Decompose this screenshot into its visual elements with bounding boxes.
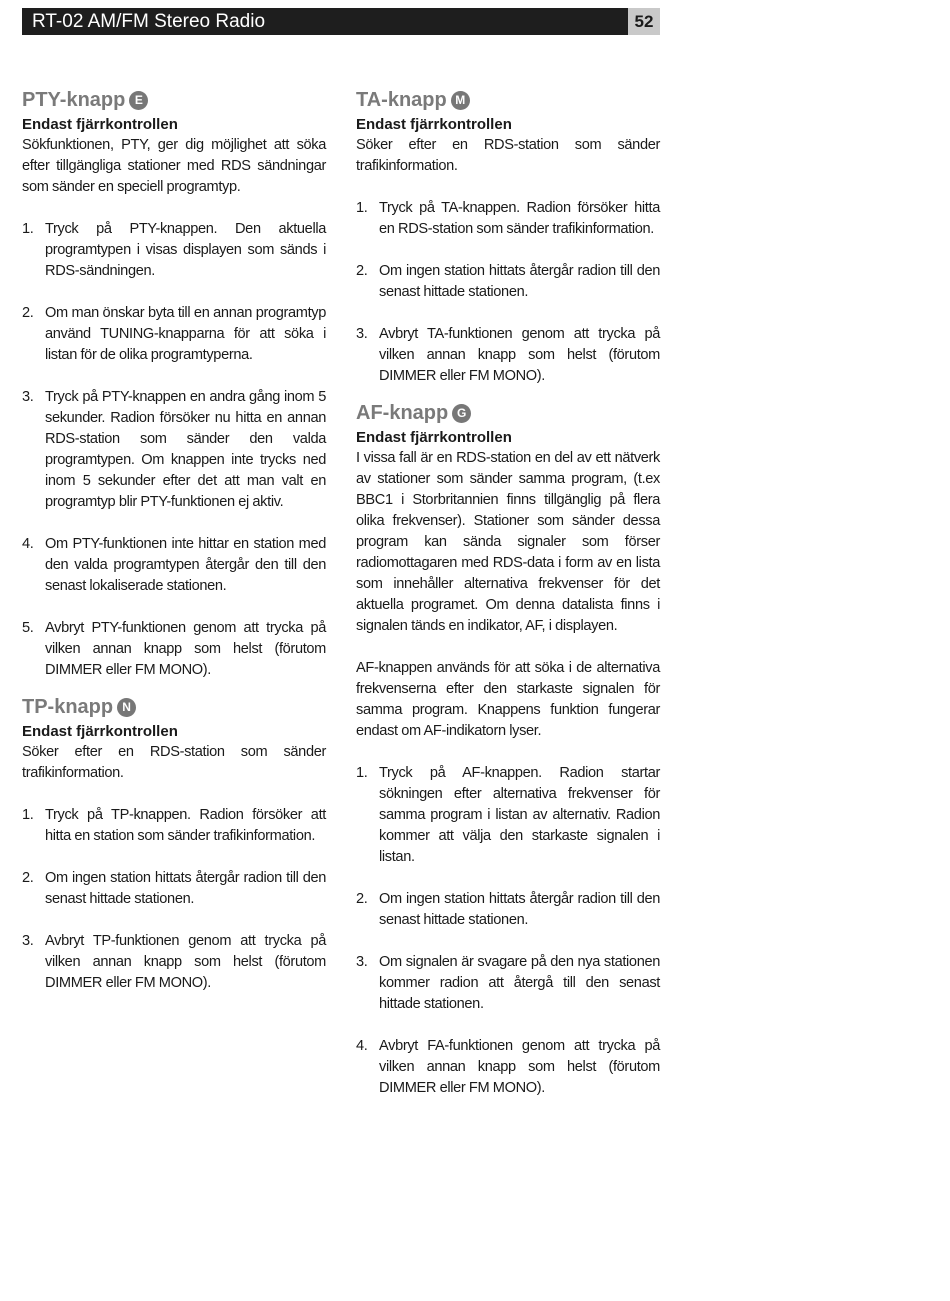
list-item (22, 805, 326, 847)
list-item (356, 952, 660, 1015)
ta-section (356, 86, 660, 387)
step-text: Om ingen station hittats återgår radion till den senast hittade stationen. (379, 891, 660, 928)
ta-steps (356, 198, 660, 387)
step-text: Tryck på PTY-knappen en andra gång inom 5 sekunder. Radion försöker nu hitta en annan RDS-station som sänder den valda programtypen. Om knappen inte trycks ned inom 5 sekunder efter det att man valt en programtyp blir PTY-funktionen ej aktiv. (45, 389, 326, 510)
list-item (22, 618, 326, 681)
step-text: Om PTY-funktionen inte hittar en station med den valda programtypen återgår den till den senast lokaliserade stationen. (45, 536, 326, 594)
list-item (356, 763, 660, 868)
af-intro-2: AF-knappen används för att söka i de alternativa frekvenserna efter den starkaste signalen för samma program. Knappens funktion fungerar endast om AF-indikatorn lyser. (356, 660, 660, 739)
step-text: Tryck på TA-knappen. Radion försöker hitta en RDS-station som sänder trafikinformation. (379, 200, 660, 237)
list-item (356, 1036, 660, 1099)
section-heading-pty (22, 86, 326, 114)
step-number: 2. (22, 870, 34, 886)
step-text: Om man önskar byta till en annan programtyp använd TUNING-knapparna för att söka i listan för de olika programtyperna. (45, 305, 326, 363)
list-item (22, 219, 326, 282)
step-number: 3. (22, 389, 34, 405)
list-item (22, 931, 326, 994)
section-heading-af-text: AF-knapp (356, 402, 449, 424)
page-number: 52 (628, 8, 660, 35)
step-number: 3. (356, 954, 368, 970)
key-badge-m-icon: M (451, 91, 470, 110)
tp-intro: Söker efter en RDS-station som sänder trafikinformation. (22, 744, 326, 781)
key-badge-n-icon: N (117, 698, 136, 717)
af-section (356, 399, 660, 1099)
step-number: 4. (22, 536, 34, 552)
step-text: Tryck på AF-knappen. Radion startar sökningen efter alternativa frekvenser för samma program i listan av alternativ. Radion kommer att välja den starkaste signalen i listan. (379, 765, 660, 865)
step-number: 1. (356, 765, 368, 781)
page-header-title: RT-02 AM/FM Stereo Radio (22, 8, 628, 35)
tp-section (22, 693, 326, 994)
step-number: 1. (22, 807, 34, 823)
step-number: 1. (22, 221, 34, 237)
section-heading-ta (356, 86, 660, 114)
list-item (22, 387, 326, 513)
step-text: Avbryt TP-funktionen genom att trycka på vilken annan knapp som helst (förutom DIMMER eller FM MONO). (45, 933, 326, 991)
step-text: Avbryt TA-funktionen genom att trycka på vilken annan knapp som helst (förutom DIMMER eller FM MONO). (379, 326, 660, 384)
section-heading-af (356, 399, 660, 427)
step-number: 2. (356, 891, 368, 907)
section-heading-pty-text: PTY-knapp (22, 89, 126, 111)
key-badge-e-icon: E (129, 91, 148, 110)
list-item (356, 198, 660, 240)
subheading-tp: Endast fjärrkontrollen (22, 723, 178, 740)
list-item (356, 889, 660, 931)
step-text: Avbryt PTY-funktionen genom att trycka på vilken annan knapp som helst (förutom DIMMER eller FM MONO). (45, 620, 326, 678)
left-column (22, 86, 326, 1015)
step-text: Tryck på PTY-knappen. Den aktuella programtypen i visas displayen som sänds i RDS-sändningen. (45, 221, 326, 279)
subheading-ta: Endast fjärrkontrollen (356, 116, 512, 133)
section-heading-tp (22, 693, 326, 721)
step-number: 1. (356, 200, 368, 216)
step-text: Om ingen station hittats återgår radion till den senast hittade stationen. (379, 263, 660, 300)
step-number: 3. (356, 326, 368, 342)
ta-intro: Söker efter en RDS-station som sänder trafikinformation. (356, 137, 660, 174)
step-text: Om ingen station hittats återgår radion till den senast hittade stationen. (45, 870, 326, 907)
pty-section (22, 86, 326, 681)
section-heading-tp-text: TP-knapp (22, 696, 114, 718)
right-column (356, 86, 660, 1120)
key-badge-g-icon: G (452, 404, 471, 423)
list-item (22, 868, 326, 910)
list-item (356, 261, 660, 303)
step-text: Tryck på TP-knappen. Radion försöker att hitta en station som sänder trafikinformation. (45, 807, 326, 844)
step-number: 2. (22, 305, 34, 321)
pty-intro: Sökfunktionen, PTY, ger dig möjlighet att söka efter tillgängliga stationer med RDS sändningar som sänder en speciell programtyp. (22, 137, 326, 195)
step-text: Avbryt FA-funktionen genom att trycka på vilken annan knapp som helst (förutom DIMMER eller FM MONO). (379, 1038, 660, 1096)
af-steps (356, 763, 660, 1099)
list-item (356, 324, 660, 387)
step-number: 5. (22, 620, 34, 636)
list-item (22, 534, 326, 597)
subheading-pty: Endast fjärrkontrollen (22, 116, 178, 133)
tp-steps (22, 805, 326, 994)
subheading-af: Endast fjärrkontrollen (356, 429, 512, 446)
step-number: 4. (356, 1038, 368, 1054)
step-text: Om signalen är svagare på den nya stationen kommer radion att återgå till den senast hittade stationen. (379, 954, 660, 1012)
af-intro: I vissa fall är en RDS-station en del av ett nätverk av stationer som sänder samma program, (t.ex BBC1 i Storbritannien finns tillgänglig på flera olika frekvenser). Stationer som sänder dessa program kan sända signaler som förser radiomottagaren med RDS-data i form av en lista som innehåller alternativa frekvenser för det aktuella programet. Om denna datalista finns i signalen tänds en indikator, AF, i displayen. (356, 450, 660, 634)
step-number: 2. (356, 263, 368, 279)
list-item (22, 303, 326, 366)
section-heading-ta-text: TA-knapp (356, 89, 447, 111)
step-number: 3. (22, 933, 34, 949)
pty-steps (22, 219, 326, 681)
